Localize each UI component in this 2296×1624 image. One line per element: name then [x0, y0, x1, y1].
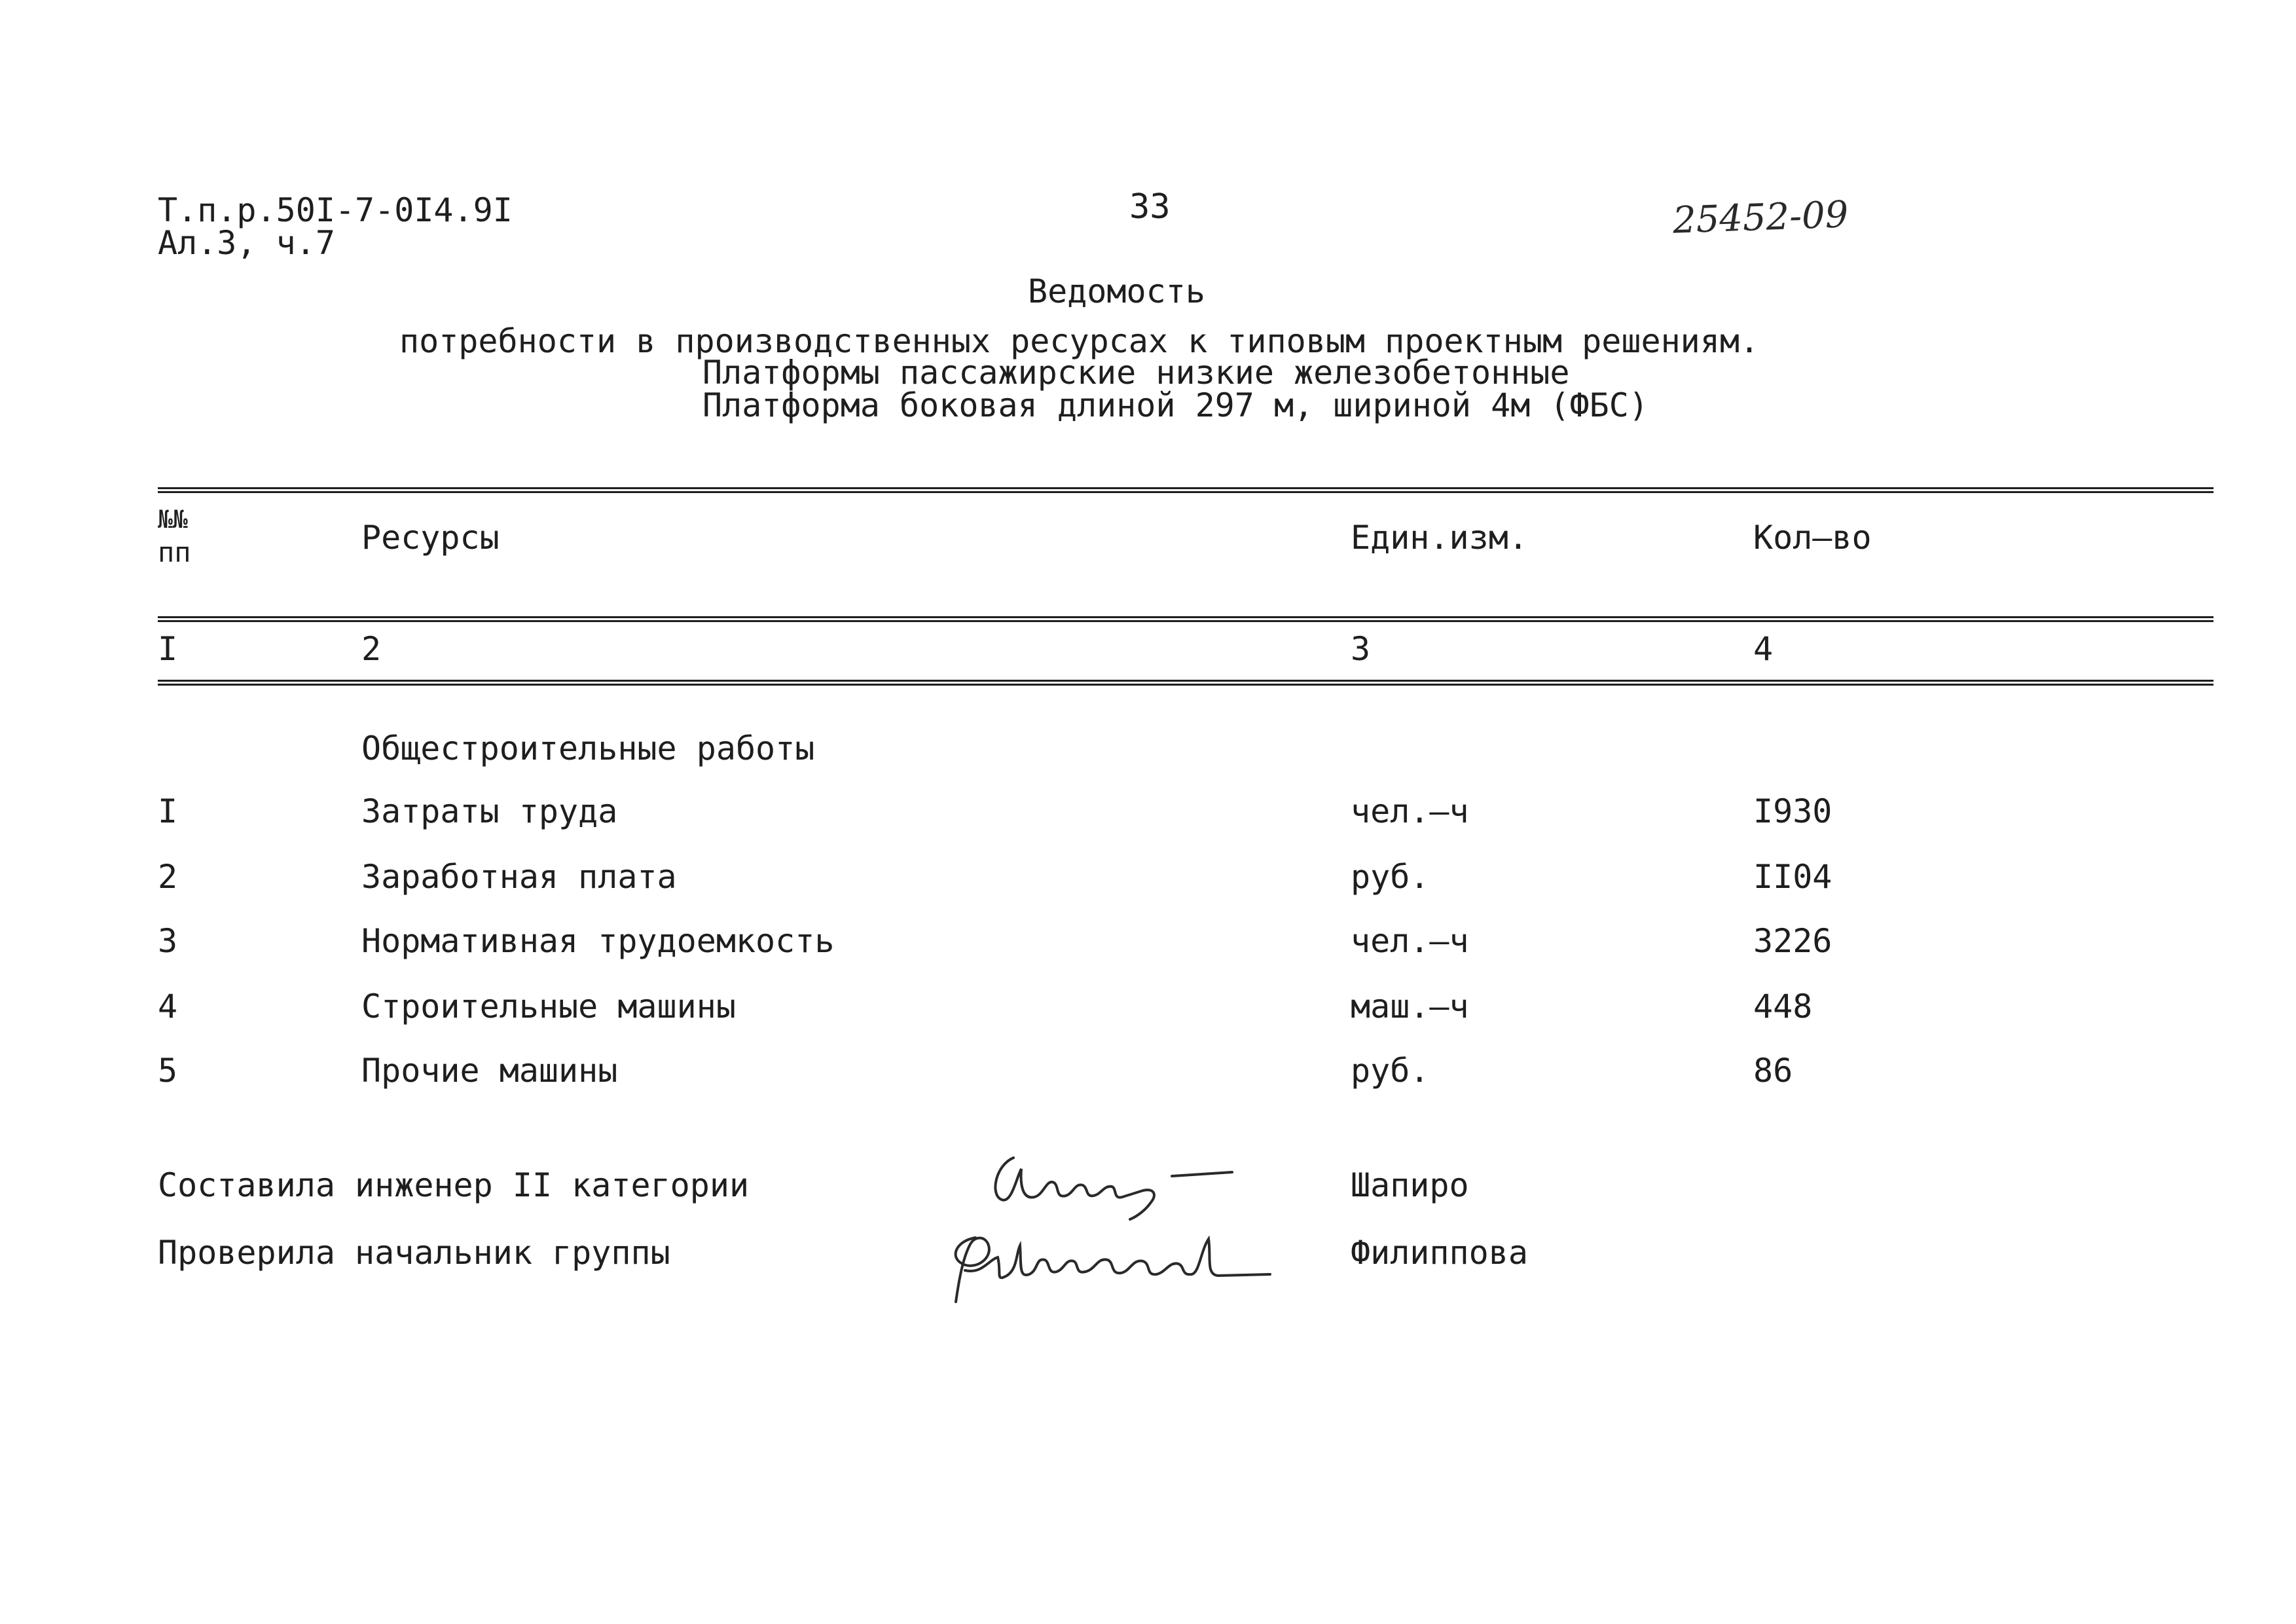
checker-signature-icon — [930, 1211, 1283, 1310]
row-1-quantity: I930 — [1753, 792, 1832, 830]
compiled-by-name: Шапиро — [1351, 1166, 1469, 1204]
row-4-quantity: 448 — [1753, 987, 1813, 1025]
header-unit: Един.изм. — [1351, 519, 1528, 557]
row-5-quantity: 86 — [1753, 1052, 1793, 1090]
header-number-line1: №№ — [158, 505, 188, 534]
inventory-number: 25452-09 — [1671, 193, 1850, 242]
column-number-2: 2 — [361, 630, 382, 668]
checked-by-name: Филиппова — [1351, 1234, 1528, 1272]
row-3-number: 3 — [158, 922, 178, 960]
row-3-resource: Нормативная трудоемкость — [361, 922, 835, 960]
column-number-1: I — [158, 630, 178, 668]
page-number: 33 — [1129, 187, 1171, 227]
document-code: Т.п.р.50I-7-0I4.9I — [158, 191, 513, 229]
header-quantity: Кол–во — [1753, 519, 1872, 557]
header-resource: Ресурсы — [361, 519, 500, 557]
row-4-number: 4 — [158, 987, 178, 1025]
row-1-resource: Затраты труда — [361, 792, 618, 830]
row-5-unit: руб. — [1351, 1052, 1430, 1090]
column-number-3: 3 — [1351, 630, 1371, 668]
table-top-rule — [158, 487, 2214, 493]
row-2-number: 2 — [158, 858, 178, 896]
section-heading: Общестроительные работы — [361, 729, 815, 767]
checked-by-role: Проверила начальник группы — [158, 1234, 670, 1272]
header-bottom-rule — [158, 616, 2214, 622]
row-2-quantity: II04 — [1753, 858, 1832, 896]
compiled-by-role: Составила инженер II категории — [158, 1166, 750, 1204]
row-5-resource: Прочие машины — [361, 1052, 618, 1090]
row-1-number: I — [158, 792, 178, 830]
document-title: Ведомость — [1028, 272, 1205, 310]
document-part: Ал.3, ч.7 — [158, 224, 335, 262]
header-number-line2: пп — [158, 536, 191, 568]
row-4-unit: маш.–ч — [1351, 987, 1469, 1025]
row-4-resource: Строительные машины — [361, 987, 736, 1025]
column-number-4: 4 — [1753, 630, 1774, 668]
row-2-resource: Заработная плата — [361, 858, 677, 896]
row-3-unit: чел.–ч — [1351, 922, 1469, 960]
row-2-unit: руб. — [1351, 858, 1430, 896]
column-numbers-rule — [158, 680, 2214, 686]
row-1-unit: чел.–ч — [1351, 792, 1469, 830]
title-variant: Платформа боковая длиной 297 м, шириной 4м (ФБС) — [702, 386, 1649, 424]
title-subject: потребности в производственных ресурсах к типовым проектным решениям. — [399, 322, 1760, 360]
row-5-number: 5 — [158, 1052, 178, 1090]
title-object: Платформы пассажирские низкие железобетонные — [702, 354, 1570, 392]
row-3-quantity: 3226 — [1753, 922, 1832, 960]
